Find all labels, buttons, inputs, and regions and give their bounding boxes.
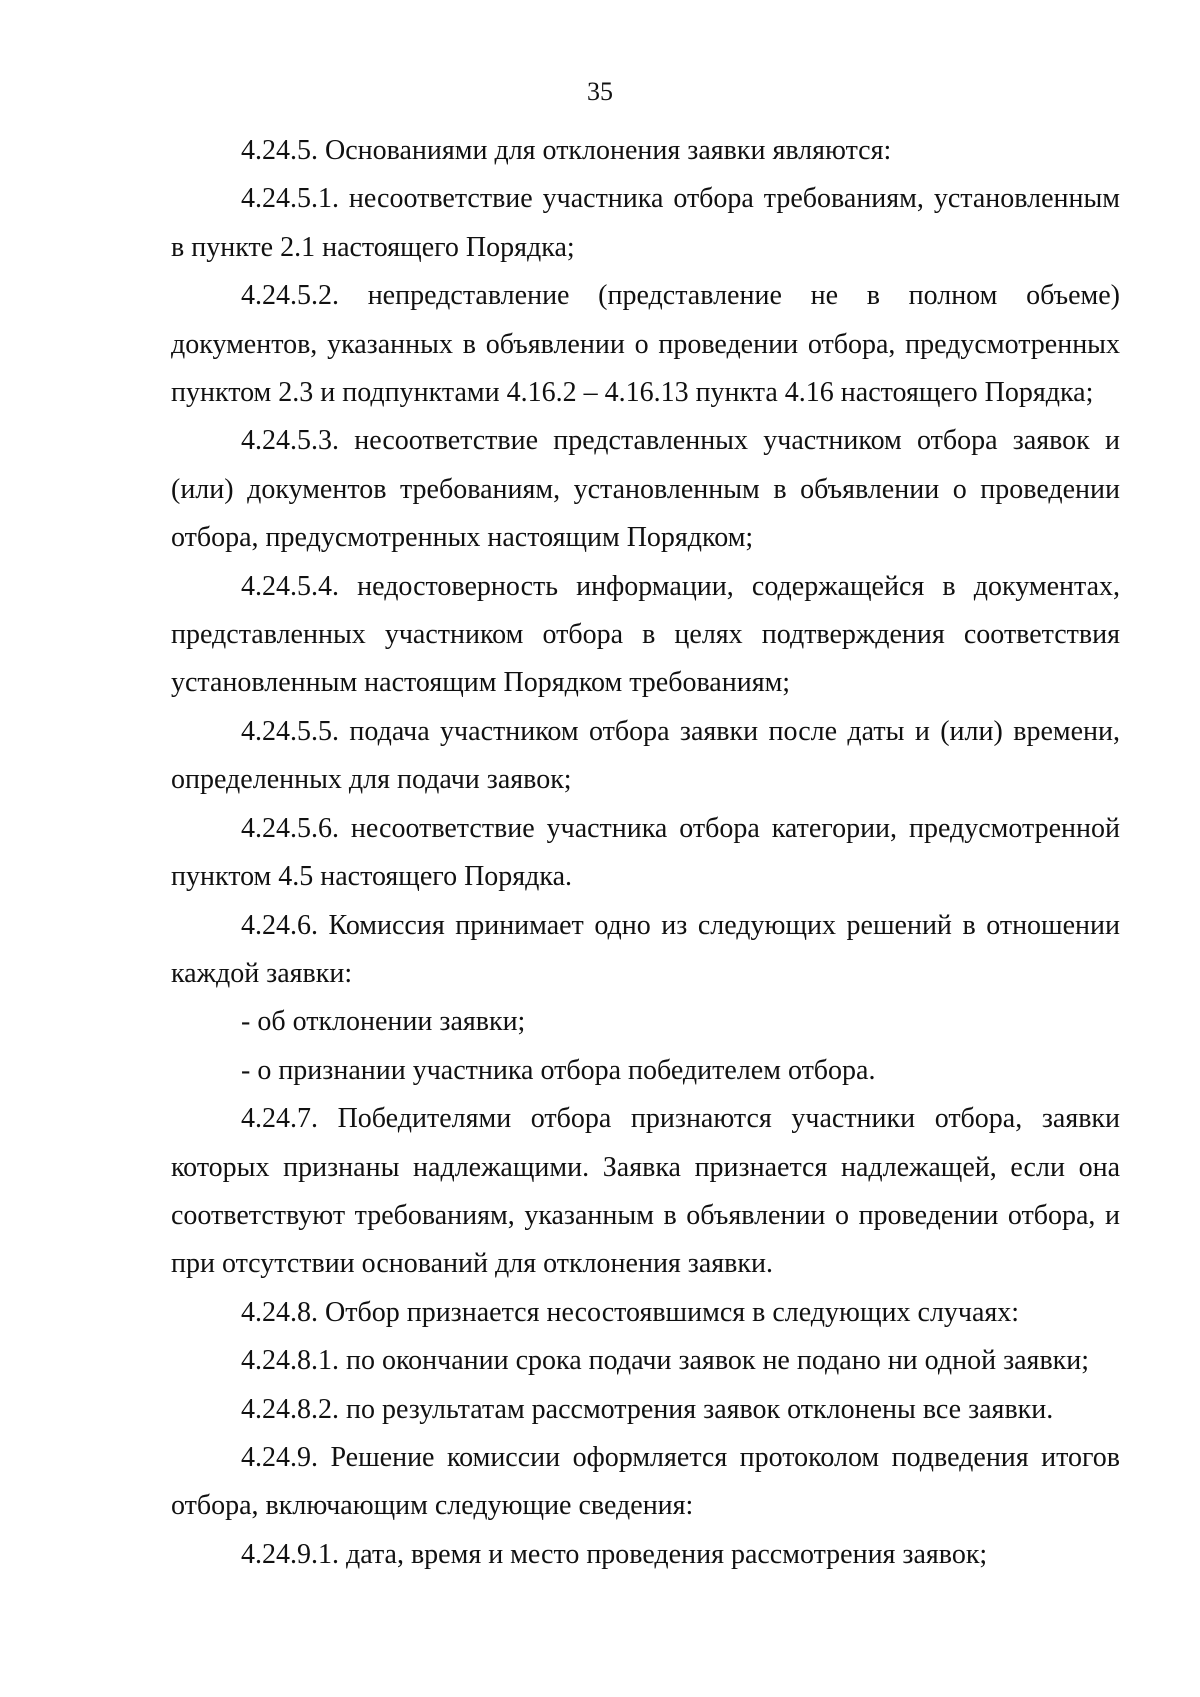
document-body (171, 127, 1120, 1579)
paragraph-4-24-8-1: 4.24.8.1. по окончании срока подачи заявок не подано ни одной заявки; (241, 1345, 1090, 1377)
paragraph-4-24-7: 4.24.7. Победителями отбора признаются участники отбора, заявки которых признаны надлежащими. Заявка признается надлежащей, если она соответствуют требованиям, указанным в объявлении о проведении отбора, и при отсутствии оснований для отклонения заявки. (171, 1103, 1120, 1280)
paragraph-4-24-9-1: 4.24.9.1. дата, время и место проведения рассмотрения заявок; (241, 1538, 988, 1570)
paragraph-4-24-5-6: 4.24.5.6. несоответствие участника отбора категории, предусмотренной пунктом 4.5 настоящего Порядка. (171, 812, 1120, 893)
paragraph-4-24-5-2: 4.24.5.2. непредставление (представление не в полном объеме) документов, указанных в объявлении о проведении отбора, предусмотренных пунктом 2.3 и подпунктами 4.16.2 – 4.16.13 пункта 4.16 настоящего Порядка; (171, 280, 1120, 409)
paragraph-4-24-5: 4.24.5. Основаниями для отклонения заявки являются: (241, 135, 892, 166)
paragraph-4-24-9: 4.24.9. Решение комиссии оформляется протоколом подведения итогов отбора, включающим следующие сведения: (171, 1441, 1120, 1522)
list-item-winner: - о признании участника отбора победителем отбора. (241, 1054, 876, 1086)
paragraph-4-24-5-3: 4.24.5.3. несоответствие представленных участником отбора заявок и (или) документов требованиям, установленным в объявлении о проведении отбора, предусмотренных настоящим Порядком; (171, 425, 1120, 554)
paragraph-4-24-5-5: 4.24.5.5. подача участником отбора заявки после даты и (или) времени, определенных для подачи заявок; (171, 715, 1120, 796)
paragraph-4-24-5-4: 4.24.5.4. недостоверность информации, содержащейся в документах, представленных участником отбора в целях подтверждения соответствия установленным настоящим Порядком требованиям; (171, 570, 1120, 699)
list-item-reject: - об отклонении заявки; (241, 1006, 526, 1038)
paragraph-4-24-8: 4.24.8. Отбор признается несостоявшимся в следующих случаях: (241, 1296, 1020, 1328)
page-number: 35 (587, 77, 613, 106)
paragraph-4-24-8-2: 4.24.8.2. по результатам рассмотрения заявок отклонены все заявки. (241, 1393, 1054, 1425)
paragraph-4-24-6: 4.24.6. Комиссия принимает одно из следующих решений в отношении каждой заявки: (171, 909, 1120, 989)
paragraph-4-24-5-1: 4.24.5.1. несоответствие участника отбора требованиям, установленным в пункте 2.1 настоящего Порядка; (171, 183, 1120, 263)
